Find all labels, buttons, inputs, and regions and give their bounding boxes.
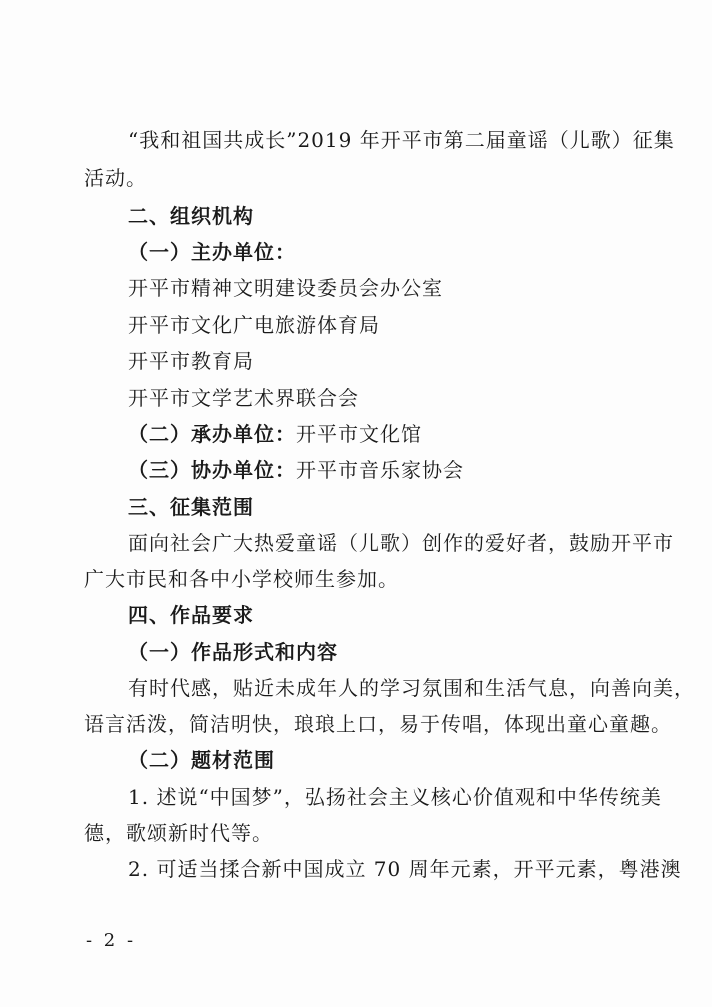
organizer-row bbox=[128, 422, 422, 446]
section-heading: 三、征集范围 bbox=[128, 495, 254, 519]
subsection-heading: （二）题材范围 bbox=[128, 748, 275, 772]
subsection-heading: （二）承办单位： bbox=[128, 422, 296, 446]
page-number: - 2 - bbox=[86, 930, 137, 951]
paragraph-line: 语言活泼，简洁明快，琅琅上口，易于传唱，体现出童心童趣。 bbox=[84, 712, 672, 736]
paragraph-line: 面向社会广大热爱童谣（儿歌）创作的爱好者，鼓励开平市 bbox=[128, 531, 674, 555]
organization-name: 开平市音乐家协会 bbox=[296, 458, 464, 482]
paragraph-line: 活动。 bbox=[84, 166, 147, 190]
subsection-heading: （三）协办单位： bbox=[128, 458, 296, 482]
organization-line: 开平市教育局 bbox=[128, 349, 254, 373]
subsection-heading: （一）主办单位： bbox=[128, 240, 296, 264]
paragraph-line: 德，歌颂新时代等。 bbox=[84, 821, 273, 845]
organization-line: 开平市精神文明建设委员会办公室 bbox=[128, 276, 443, 300]
subsection-heading: （一）作品形式和内容 bbox=[128, 640, 338, 664]
organization-line: 开平市文化广电旅游体育局 bbox=[128, 313, 380, 337]
organization-name: 开平市文化馆 bbox=[296, 422, 422, 446]
co-organizer-row bbox=[128, 458, 464, 482]
paragraph-line: 广大市民和各中小学校师生参加。 bbox=[84, 567, 399, 591]
paragraph-line: 1. 述说“中国梦”，弘扬社会主义核心价值观和中华传统美 bbox=[128, 785, 662, 809]
organization-line: 开平市文学艺术界联合会 bbox=[128, 386, 359, 410]
paragraph-line: “我和祖国共成长”2019 年开平市第二届童谣（儿歌）征集 bbox=[128, 128, 675, 152]
section-heading: 二、组织机构 bbox=[128, 204, 254, 228]
paragraph-line: 有时代感，贴近未成年人的学习氛围和生活气息，向善向美， bbox=[128, 676, 695, 700]
paragraph-line: 2. 可适当揉合新中国成立 70 周年元素，开平元素，粤港澳 bbox=[128, 857, 682, 881]
section-heading: 四、作品要求 bbox=[128, 603, 254, 627]
